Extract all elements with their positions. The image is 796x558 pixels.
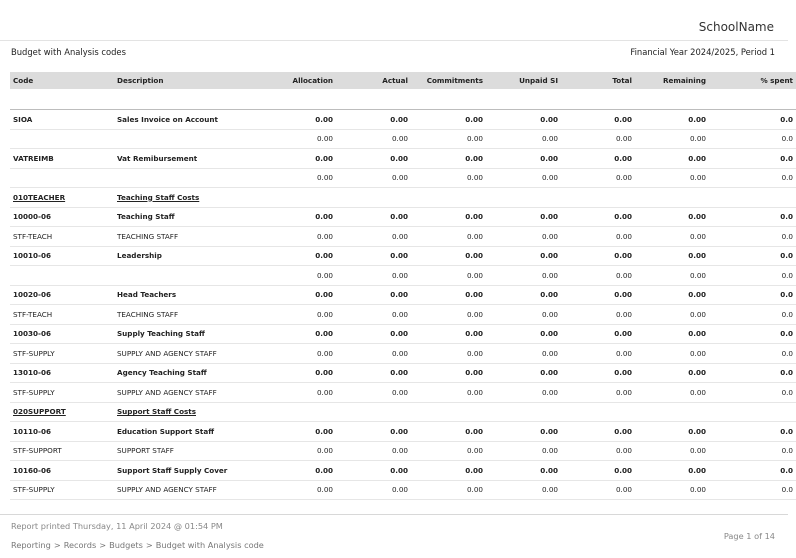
unpaid-si-cell: 0.00 (486, 246, 561, 266)
unpaid-si-cell: 0.00 (486, 266, 561, 286)
percent-spent-cell (709, 188, 796, 208)
budget-row (10, 149, 796, 169)
budget-row (10, 363, 796, 383)
actual-cell (336, 188, 411, 208)
group-header-row (10, 402, 796, 422)
remaining-cell: 0.00 (635, 383, 709, 403)
unpaid-si-cell: 0.00 (486, 363, 561, 383)
code-cell: SIOA (10, 110, 114, 130)
code-cell: STF-SUPPORT (10, 441, 114, 461)
allocation-cell: 0.00 (274, 266, 336, 286)
actual-cell: 0.00 (336, 168, 411, 188)
description-cell: Sales Invoice on Account (114, 110, 274, 130)
remaining-cell: 0.00 (635, 363, 709, 383)
analysis-row (10, 441, 796, 461)
commitments-cell: 0.00 (411, 285, 486, 305)
remaining-cell: 0.00 (635, 344, 709, 364)
actual-cell: 0.00 (336, 422, 411, 442)
budget-row (10, 324, 796, 344)
commitments-cell (411, 188, 486, 208)
description-cell: SUPPLY AND AGENCY STAFF (114, 480, 274, 500)
commitments-cell: 0.00 (411, 129, 486, 149)
code-cell: 10110-06 (10, 422, 114, 442)
percent-spent-cell: 0.0 (709, 363, 796, 383)
percent-spent-cell: 0.0 (709, 246, 796, 266)
actual-cell: 0.00 (336, 305, 411, 325)
breadcrumb-item: Budget with Analysis code (155, 540, 264, 550)
description-cell: SUPPORT STAFF (114, 441, 274, 461)
unpaid-si-cell: 0.00 (486, 168, 561, 188)
description-cell: Agency Teaching Staff (114, 363, 274, 383)
code-cell: 10030-06 (10, 324, 114, 344)
commitments-cell: 0.00 (411, 480, 486, 500)
allocation-cell (274, 402, 336, 422)
unpaid-si-cell: 0.00 (486, 149, 561, 169)
actual-cell: 0.00 (336, 207, 411, 227)
actual-cell: 0.00 (336, 480, 411, 500)
unpaid-si-cell: 0.00 (486, 207, 561, 227)
allocation-cell: 0.00 (274, 168, 336, 188)
total-cell: 0.00 (561, 266, 635, 286)
commitments-cell: 0.00 (411, 266, 486, 286)
allocation-cell: 0.00 (274, 480, 336, 500)
percent-spent-cell (709, 402, 796, 422)
unpaid-si-cell: 0.00 (486, 461, 561, 481)
commitments-cell: 0.00 (411, 246, 486, 266)
unpaid-si-cell: 0.00 (486, 422, 561, 442)
total-cell: 0.00 (561, 129, 635, 149)
total-cell: 0.00 (561, 324, 635, 344)
code-cell: 10160-06 (10, 461, 114, 481)
breadcrumb-item[interactable]: Budgets (109, 540, 143, 550)
allocation-cell: 0.00 (274, 324, 336, 344)
unpaid-si-cell: 0.00 (486, 324, 561, 344)
breadcrumb-item[interactable]: Records (63, 540, 97, 550)
total-cell (561, 188, 635, 208)
unpaid-si-cell: 0.00 (486, 129, 561, 149)
remaining-cell: 0.00 (635, 480, 709, 500)
code-cell: 10020-06 (10, 285, 114, 305)
percent-spent-cell: 0.0 (709, 266, 796, 286)
remaining-cell: 0.00 (635, 227, 709, 247)
remaining-cell: 0.00 (635, 149, 709, 169)
col-header-allocation: Allocation (274, 72, 336, 89)
code-cell (10, 266, 114, 286)
commitments-cell: 0.00 (411, 363, 486, 383)
code-cell: STF-SUPPLY (10, 480, 114, 500)
analysis-row (10, 344, 796, 364)
remaining-cell: 0.00 (635, 305, 709, 325)
description-cell: Teaching Staff (114, 207, 274, 227)
unpaid-si-cell: 0.00 (486, 110, 561, 130)
allocation-cell: 0.00 (274, 363, 336, 383)
total-cell: 0.00 (561, 480, 635, 500)
remaining-cell: 0.00 (635, 266, 709, 286)
percent-spent-cell: 0.0 (709, 461, 796, 481)
actual-cell: 0.00 (336, 441, 411, 461)
percent-spent-cell: 0.0 (709, 227, 796, 247)
code-cell: 010TEACHER (10, 188, 114, 208)
description-cell (114, 266, 274, 286)
percent-spent-cell: 0.0 (709, 285, 796, 305)
total-cell: 0.00 (561, 207, 635, 227)
school-name: SchoolName (698, 20, 774, 34)
allocation-cell: 0.00 (274, 305, 336, 325)
remaining-cell: 0.00 (635, 285, 709, 305)
allocation-cell: 0.00 (274, 285, 336, 305)
col-header-commitments: Commitments (411, 72, 486, 89)
remaining-cell: 0.00 (635, 129, 709, 149)
unpaid-si-cell (486, 402, 561, 422)
analysis-row (10, 168, 796, 188)
percent-spent-cell: 0.0 (709, 305, 796, 325)
budget-table (10, 72, 796, 500)
total-cell: 0.00 (561, 110, 635, 130)
total-cell: 0.00 (561, 285, 635, 305)
percent-spent-cell: 0.0 (709, 129, 796, 149)
description-cell: Education Support Staff (114, 422, 274, 442)
total-cell: 0.00 (561, 168, 635, 188)
col-header-total: Total (561, 72, 635, 89)
unpaid-si-cell (486, 188, 561, 208)
description-cell: Leadership (114, 246, 274, 266)
actual-cell: 0.00 (336, 285, 411, 305)
table-spacer-row (10, 89, 796, 110)
budget-row (10, 207, 796, 227)
description-cell (114, 129, 274, 149)
description-cell: TEACHING STAFF (114, 305, 274, 325)
actual-cell: 0.00 (336, 227, 411, 247)
col-header-percent-spent: % spent (709, 72, 796, 89)
percent-spent-cell: 0.0 (709, 324, 796, 344)
commitments-cell: 0.00 (411, 344, 486, 364)
allocation-cell: 0.00 (274, 246, 336, 266)
remaining-cell: 0.00 (635, 110, 709, 130)
total-cell: 0.00 (561, 461, 635, 481)
commitments-cell: 0.00 (411, 149, 486, 169)
allocation-cell: 0.00 (274, 344, 336, 364)
actual-cell: 0.00 (336, 324, 411, 344)
commitments-cell: 0.00 (411, 207, 486, 227)
actual-cell: 0.00 (336, 266, 411, 286)
col-header-remaining: Remaining (635, 72, 709, 89)
code-cell: STF-SUPPLY (10, 344, 114, 364)
allocation-cell: 0.00 (274, 110, 336, 130)
description-cell: Support Staff Costs (114, 402, 274, 422)
commitments-cell: 0.00 (411, 227, 486, 247)
total-cell (561, 402, 635, 422)
col-header-unpaid-si: Unpaid SI (486, 72, 561, 89)
percent-spent-cell: 0.0 (709, 441, 796, 461)
description-cell (114, 168, 274, 188)
commitments-cell: 0.00 (411, 383, 486, 403)
header-divider (0, 40, 788, 41)
commitments-cell: 0.00 (411, 305, 486, 325)
col-header-code: Code (10, 72, 114, 89)
code-cell: 10010-06 (10, 246, 114, 266)
remaining-cell: 0.00 (635, 324, 709, 344)
allocation-cell (274, 188, 336, 208)
unpaid-si-cell: 0.00 (486, 344, 561, 364)
breadcrumb-separator: > (53, 540, 61, 550)
description-cell: SUPPLY AND AGENCY STAFF (114, 383, 274, 403)
remaining-cell: 0.00 (635, 441, 709, 461)
allocation-cell: 0.00 (274, 383, 336, 403)
code-cell: 13010-06 (10, 363, 114, 383)
remaining-cell: 0.00 (635, 422, 709, 442)
commitments-cell: 0.00 (411, 168, 486, 188)
budget-row (10, 422, 796, 442)
total-cell: 0.00 (561, 422, 635, 442)
total-cell: 0.00 (561, 149, 635, 169)
financial-year-label: Financial Year 2024/2025, Period 1 (630, 47, 775, 57)
actual-cell: 0.00 (336, 246, 411, 266)
actual-cell: 0.00 (336, 110, 411, 130)
code-cell: STF-SUPPLY (10, 383, 114, 403)
remaining-cell (635, 402, 709, 422)
description-cell: Head Teachers (114, 285, 274, 305)
actual-cell (336, 402, 411, 422)
commitments-cell: 0.00 (411, 110, 486, 130)
analysis-row (10, 129, 796, 149)
description-cell: TEACHING STAFF (114, 227, 274, 247)
description-cell: Vat Remibursement (114, 149, 274, 169)
budget-row (10, 285, 796, 305)
total-cell: 0.00 (561, 344, 635, 364)
unpaid-si-cell: 0.00 (486, 285, 561, 305)
analysis-row (10, 383, 796, 403)
total-cell: 0.00 (561, 441, 635, 461)
description-cell: SUPPLY AND AGENCY STAFF (114, 344, 274, 364)
allocation-cell: 0.00 (274, 441, 336, 461)
breadcrumb-item[interactable]: Reporting (11, 540, 51, 550)
remaining-cell (635, 188, 709, 208)
col-header-description: Description (114, 72, 274, 89)
unpaid-si-cell: 0.00 (486, 441, 561, 461)
allocation-cell: 0.00 (274, 129, 336, 149)
total-cell: 0.00 (561, 363, 635, 383)
total-cell: 0.00 (561, 305, 635, 325)
actual-cell: 0.00 (336, 461, 411, 481)
budget-row (10, 461, 796, 481)
allocation-cell: 0.00 (274, 149, 336, 169)
code-cell: STF-TEACH (10, 305, 114, 325)
commitments-cell: 0.00 (411, 441, 486, 461)
report-printed-timestamp: Report printed Thursday, 11 April 2024 @ 01:54 PM (11, 521, 223, 531)
breadcrumb-separator: > (99, 540, 107, 550)
budget-row (10, 110, 796, 130)
percent-spent-cell: 0.0 (709, 110, 796, 130)
code-cell: 020SUPPORT (10, 402, 114, 422)
breadcrumb (11, 540, 264, 550)
page-number: Page 1 of 14 (723, 531, 775, 541)
code-cell: STF-TEACH (10, 227, 114, 247)
code-cell (10, 168, 114, 188)
analysis-row (10, 305, 796, 325)
percent-spent-cell: 0.0 (709, 168, 796, 188)
percent-spent-cell: 0.0 (709, 383, 796, 403)
unpaid-si-cell: 0.00 (486, 480, 561, 500)
allocation-cell: 0.00 (274, 207, 336, 227)
allocation-cell: 0.00 (274, 461, 336, 481)
unpaid-si-cell: 0.00 (486, 383, 561, 403)
percent-spent-cell: 0.0 (709, 207, 796, 227)
table-header-row (10, 72, 796, 89)
description-cell: Teaching Staff Costs (114, 188, 274, 208)
percent-spent-cell: 0.0 (709, 422, 796, 442)
actual-cell: 0.00 (336, 363, 411, 383)
allocation-cell: 0.00 (274, 227, 336, 247)
group-header-row (10, 188, 796, 208)
remaining-cell: 0.00 (635, 461, 709, 481)
report-title: Budget with Analysis codes (11, 47, 126, 57)
commitments-cell: 0.00 (411, 461, 486, 481)
percent-spent-cell: 0.0 (709, 344, 796, 364)
remaining-cell: 0.00 (635, 246, 709, 266)
total-cell: 0.00 (561, 246, 635, 266)
description-cell: Supply Teaching Staff (114, 324, 274, 344)
unpaid-si-cell: 0.00 (486, 227, 561, 247)
col-header-actual: Actual (336, 72, 411, 89)
total-cell: 0.00 (561, 383, 635, 403)
remaining-cell: 0.00 (635, 207, 709, 227)
actual-cell: 0.00 (336, 149, 411, 169)
actual-cell: 0.00 (336, 344, 411, 364)
commitments-cell (411, 402, 486, 422)
code-cell (10, 129, 114, 149)
breadcrumb-separator: > (145, 540, 153, 550)
actual-cell: 0.00 (336, 129, 411, 149)
description-cell: Support Staff Supply Cover (114, 461, 274, 481)
analysis-row (10, 266, 796, 286)
percent-spent-cell: 0.0 (709, 149, 796, 169)
code-cell: VATREIMB (10, 149, 114, 169)
actual-cell: 0.00 (336, 383, 411, 403)
total-cell: 0.00 (561, 227, 635, 247)
analysis-row (10, 227, 796, 247)
allocation-cell: 0.00 (274, 422, 336, 442)
code-cell: 10000-06 (10, 207, 114, 227)
footer-divider (0, 514, 788, 515)
remaining-cell: 0.00 (635, 168, 709, 188)
commitments-cell: 0.00 (411, 324, 486, 344)
commitments-cell: 0.00 (411, 422, 486, 442)
percent-spent-cell: 0.0 (709, 480, 796, 500)
unpaid-si-cell: 0.00 (486, 305, 561, 325)
budget-row (10, 246, 796, 266)
analysis-row (10, 480, 796, 500)
